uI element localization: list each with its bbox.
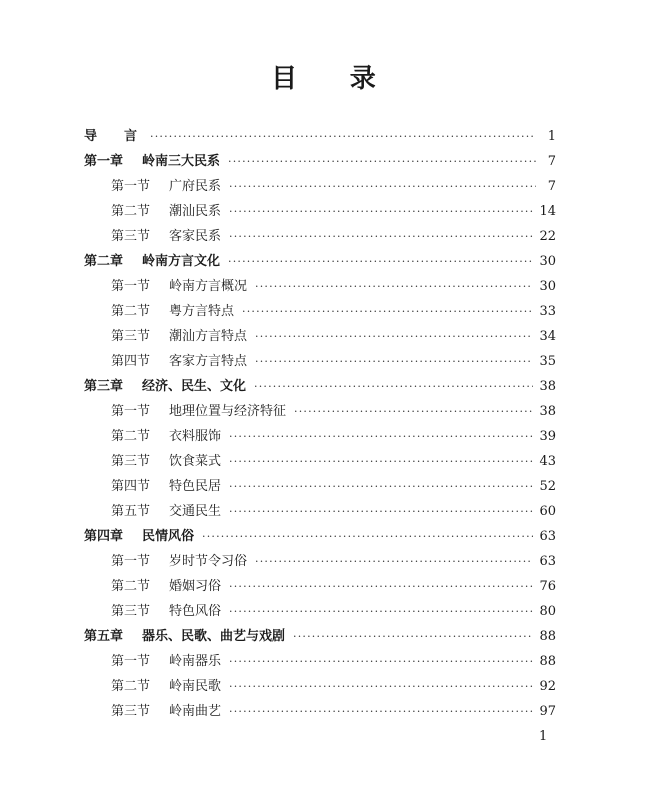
dot-leader [255,349,533,374]
dot-leader [229,199,533,224]
entry-number: 第二节 [111,679,151,694]
entry-title: 岭南三大民系 [142,154,221,169]
toc-chapter-entry[interactable] [84,624,556,649]
dot-leader [229,599,533,624]
toc-chapter-entry[interactable] [84,249,556,274]
entry-page-number: 33 [539,304,556,319]
toc-chapter-entry[interactable] [84,124,556,149]
entry-page-number: 97 [539,704,556,719]
entry-number: 第三章 [84,379,124,394]
entry-title: 广府民系 [169,179,222,194]
entry-page-number: 35 [539,354,556,369]
dot-leader [228,249,533,274]
dot-leader [229,674,533,699]
toc-section-entry[interactable] [84,649,556,674]
entry-title: 岭南民歌 [169,679,222,694]
page-title: 目 录 [271,64,376,94]
entry-title: 衣料服饰 [169,429,222,444]
entry-number: 第二章 [84,254,124,269]
entry-number: 第五章 [84,629,124,644]
entry-title: 交通民生 [169,504,222,519]
toc-section-entry[interactable] [84,474,556,499]
entry-page-number: 7 [547,179,556,194]
entry-title: 客家民系 [169,229,222,244]
dot-leader [254,374,533,399]
dot-leader [229,424,533,449]
entry-title: 潮汕民系 [169,204,222,219]
toc-section-entry[interactable] [84,199,556,224]
entry-page-number: 38 [539,379,556,394]
entry-page-number: 63 [539,554,556,569]
entry-number: 第一节 [111,179,151,194]
toc-section-entry[interactable] [84,399,556,424]
entry-number: 第四节 [111,479,151,494]
toc-section-entry[interactable] [84,324,556,349]
entry-page-number: 60 [539,504,556,519]
entry-number: 第一节 [111,654,151,669]
page-number: 1 [539,729,548,744]
entry-title: 潮汕方言特点 [169,329,248,344]
entry-number: 第一节 [111,554,151,569]
toc-section-entry[interactable] [84,224,556,249]
entry-number: 第二节 [111,204,151,219]
entry-title: 粤方言特点 [169,304,235,319]
entry-number: 第三节 [111,604,151,619]
entry-page-number: 30 [539,254,556,269]
entry-title: 岭南器乐 [169,654,222,669]
toc-section-entry[interactable] [84,599,556,624]
dot-leader [255,549,533,574]
entry-page-number: 92 [539,679,556,694]
entry-page-number: 38 [539,404,556,419]
toc-section-entry[interactable] [84,549,556,574]
dot-leader [150,124,536,149]
entry-number: 第二节 [111,304,151,319]
entry-number: 第三节 [111,229,151,244]
entry-number: 第一节 [111,404,151,419]
entry-number: 第三节 [111,329,151,344]
dot-leader [229,224,533,249]
entry-title: 客家方言特点 [169,354,248,369]
entry-number: 第一章 [84,154,124,169]
entry-number: 第四章 [84,529,124,544]
entry-title: 地理位置与经济特征 [169,404,287,419]
entry-page-number: 52 [539,479,556,494]
dot-leader [229,449,533,474]
entry-title: 经济、民生、文化 [142,379,247,394]
entry-page-number: 39 [539,429,556,444]
dot-leader [255,324,533,349]
entry-page-number: 80 [539,604,556,619]
toc-section-entry[interactable] [84,499,556,524]
dot-leader [255,274,533,299]
entry-page-number: 30 [539,279,556,294]
entry-page-number: 63 [539,529,556,544]
entry-number: 第五节 [111,504,151,519]
entry-number: 第四节 [111,354,151,369]
toc-chapter-entry[interactable] [84,149,556,174]
toc-section-entry[interactable] [84,674,556,699]
toc-section-entry[interactable] [84,574,556,599]
entry-number: 第二节 [111,429,151,444]
entry-number: 第一节 [111,279,151,294]
toc-chapter-entry[interactable] [84,524,556,549]
toc-section-entry[interactable] [84,299,556,324]
toc-section-entry[interactable] [84,174,556,199]
entry-page-number: 88 [539,629,556,644]
entry-title: 民情风俗 [142,529,195,544]
dot-leader [228,149,536,174]
entry-number: 第三节 [111,454,151,469]
entry-page-number: 1 [547,129,556,144]
dot-leader [229,174,536,199]
entry-page-number: 34 [539,329,556,344]
entry-title: 特色风俗 [169,604,222,619]
entry-title: 岁时节令习俗 [169,554,248,569]
entry-number: 导言 [84,129,165,144]
toc-section-entry[interactable] [84,449,556,474]
dot-leader [229,499,533,524]
dot-leader [229,474,533,499]
entry-number: 第二节 [111,579,151,594]
toc-section-entry[interactable] [84,699,556,724]
dot-leader [202,524,533,549]
toc-section-entry[interactable] [84,424,556,449]
toc-section-entry[interactable] [84,349,556,374]
entry-title: 特色民居 [169,479,222,494]
dot-leader [294,399,533,424]
entry-page-number: 76 [539,579,556,594]
entry-page-number: 7 [547,154,556,169]
entry-page-number: 43 [539,454,556,469]
entry-title: 岭南曲艺 [169,704,222,719]
entry-title: 婚姻习俗 [169,579,222,594]
entry-title: 岭南方言文化 [142,254,221,269]
entry-page-number: 88 [539,654,556,669]
entry-page-number: 22 [539,229,556,244]
entry-title: 饮食菜式 [169,454,222,469]
entry-title: 器乐、民歌、曲艺与戏剧 [142,629,286,644]
dot-leader [229,574,533,599]
entry-number: 第三节 [111,704,151,719]
dot-leader [229,699,533,724]
dot-leader [229,649,533,674]
dot-leader [242,299,533,324]
dot-leader [293,624,533,649]
entry-title: 岭南方言概况 [169,279,248,294]
entry-page-number: 14 [539,204,556,219]
toc-section-entry[interactable] [84,274,556,299]
toc-chapter-entry[interactable] [84,374,556,399]
table-of-contents [84,124,556,724]
